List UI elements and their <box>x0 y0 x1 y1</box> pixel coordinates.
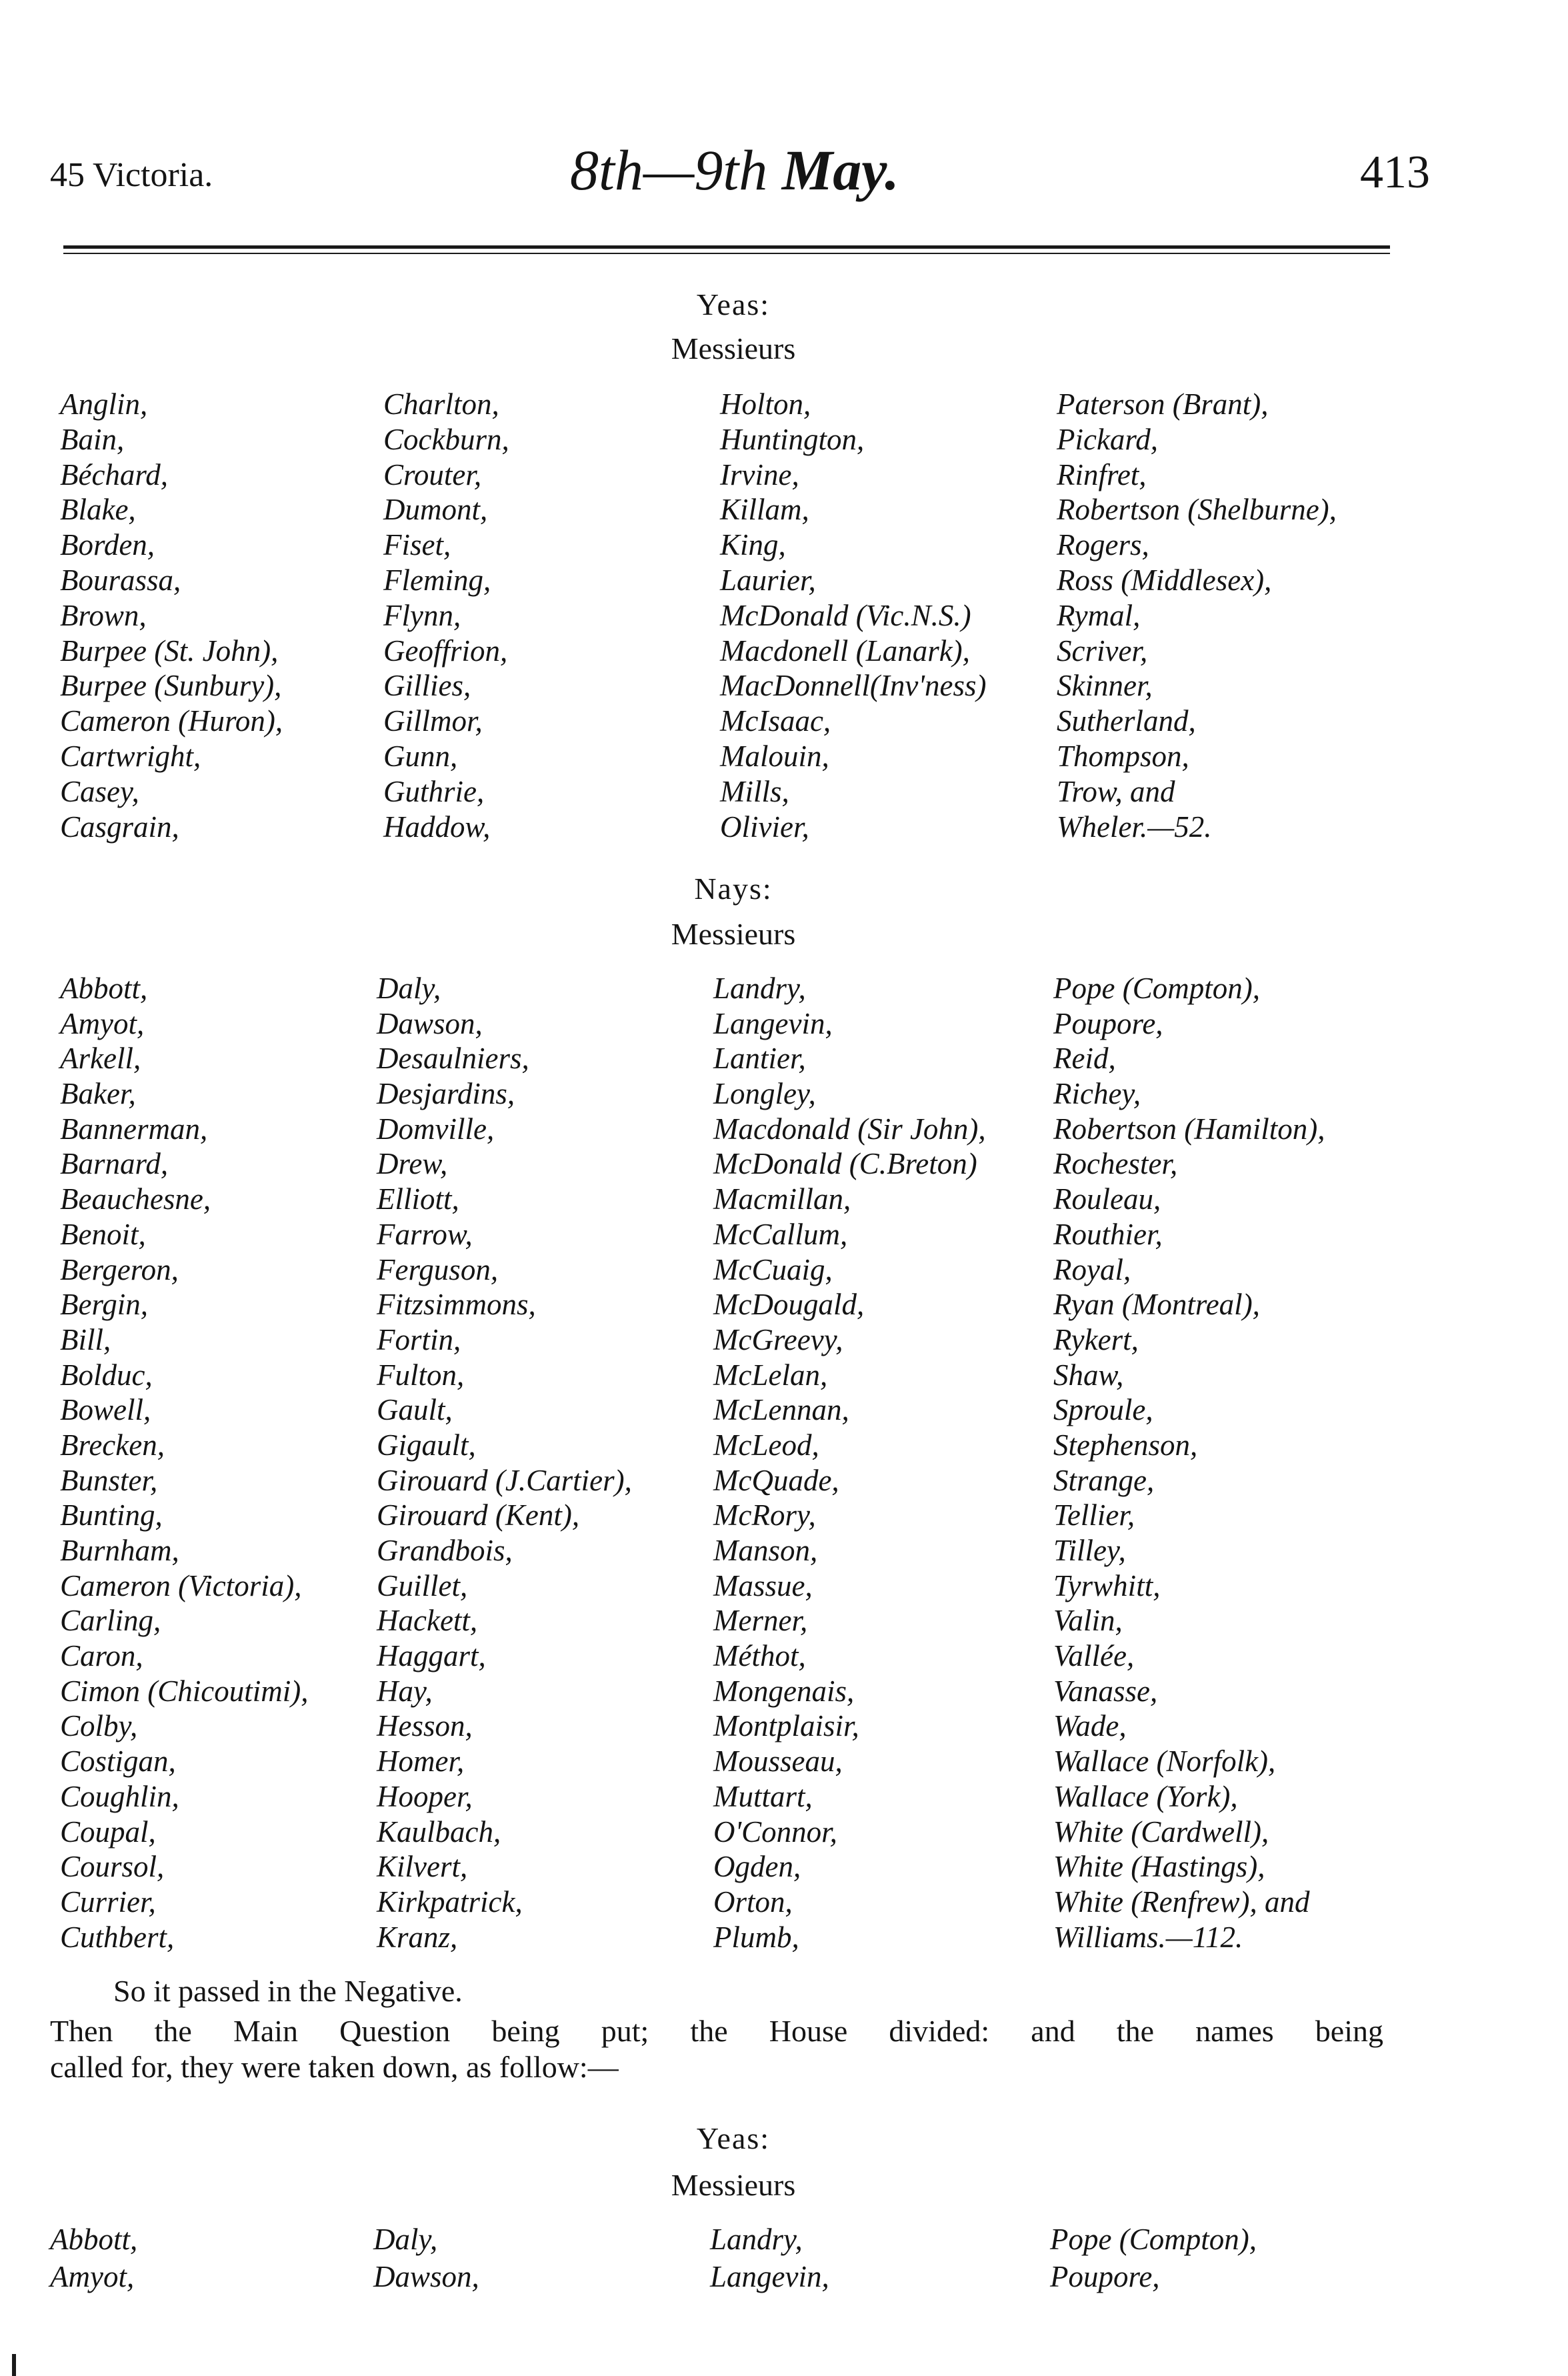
member-name: Merner, <box>713 1604 808 1638</box>
member-name: Fleming, <box>383 563 491 597</box>
member-name: Pickard, <box>1057 422 1159 456</box>
member-name: Pope (Compton), <box>1050 2223 1257 2256</box>
member-name: Haggart, <box>377 1639 486 1673</box>
second-yeas-messieurs: Messieurs <box>671 2168 796 2202</box>
member-name: Mousseau, <box>713 1744 843 1778</box>
member-name: Wheler.—52. <box>1057 810 1212 844</box>
member-name: Huntington, <box>720 422 865 456</box>
member-name: Wallace (York), <box>1053 1779 1238 1813</box>
member-name: Blake, <box>60 493 136 527</box>
nays-column-2 <box>377 971 632 1955</box>
member-name: Gigault, <box>377 1428 476 1462</box>
member-name: Bunster, <box>60 1463 158 1497</box>
member-name: MacDonnell(Inv'ness) <box>720 669 987 703</box>
member-name: Farrow, <box>377 1217 473 1251</box>
member-name: Routhier, <box>1053 1217 1163 1251</box>
member-name: McGreevy, <box>713 1322 843 1356</box>
member-name: Rouleau, <box>1053 1182 1161 1216</box>
member-name: Macmillan, <box>713 1182 851 1216</box>
member-name: Daly, <box>373 2223 438 2256</box>
member-name: Brecken, <box>60 1428 165 1462</box>
member-name: Sproule, <box>1053 1393 1153 1427</box>
member-name: Currier, <box>60 1885 156 1919</box>
member-name: McLeod, <box>713 1428 819 1462</box>
member-name: Carling, <box>60 1604 161 1638</box>
member-name: McLennan, <box>713 1393 849 1427</box>
member-name: Hooper, <box>377 1779 473 1813</box>
page-number: 413 <box>1360 147 1430 198</box>
member-name: Bannerman, <box>60 1112 208 1146</box>
member-name: Coughlin, <box>60 1779 179 1813</box>
member-name: Bill, <box>60 1322 111 1356</box>
member-name: Bolduc, <box>60 1358 153 1392</box>
member-name: Ryan (Montreal), <box>1053 1288 1260 1322</box>
member-name: Brown, <box>60 598 147 632</box>
member-name: Malouin, <box>720 739 829 773</box>
member-name: Domville, <box>377 1112 495 1146</box>
member-name: Fitzsimmons, <box>377 1288 536 1322</box>
member-name: Longley, <box>713 1077 816 1111</box>
member-name: Cameron (Huron), <box>60 704 283 738</box>
member-name: Robertson (Shelburne), <box>1057 493 1337 527</box>
member-name: Abbott, <box>50 2223 138 2256</box>
member-name: Burpee (Sunbury), <box>60 669 282 703</box>
member-name: Skinner, <box>1057 669 1153 703</box>
yeas-column-3 <box>720 387 987 844</box>
member-name: McLelan, <box>713 1358 828 1392</box>
member-name: Geoffrion, <box>383 634 508 668</box>
member-name: King, <box>720 528 786 562</box>
yeas-column-4 <box>1057 387 1337 844</box>
member-name: Charlton, <box>383 387 499 421</box>
member-name: Richey, <box>1053 1077 1141 1111</box>
member-name: Desjardins, <box>377 1077 515 1111</box>
member-name: Bergin, <box>60 1288 149 1322</box>
page-date <box>570 137 899 203</box>
member-name: McRory, <box>713 1498 816 1532</box>
member-name: Fortin, <box>377 1322 461 1356</box>
member-name: Hesson, <box>377 1709 473 1743</box>
member-name: McQuade, <box>713 1463 839 1497</box>
member-name: Baker, <box>60 1077 136 1111</box>
member-name: Grandbois, <box>377 1534 513 1567</box>
main-question-line-2: called for, they were taken down, as follow:— <box>50 2050 619 2084</box>
member-name: Montplaisir, <box>713 1709 859 1743</box>
member-name: Gunn, <box>383 739 458 773</box>
member-name: Mongenais, <box>713 1674 855 1708</box>
member-name: Ogden, <box>713 1850 801 1884</box>
member-name: Guillet, <box>377 1568 468 1602</box>
member-name: Rymal, <box>1057 598 1141 632</box>
member-name: Drew, <box>377 1147 448 1181</box>
header-rule <box>63 245 1390 249</box>
member-name: Dumont, <box>383 493 488 527</box>
member-name: White (Cardwell), <box>1053 1815 1269 1849</box>
member-name: Desaulniers, <box>377 1042 529 1076</box>
member-name: Mills, <box>720 774 789 808</box>
member-name: Vallée, <box>1053 1639 1135 1673</box>
member-name: Bunting, <box>60 1498 163 1532</box>
nays-messieurs: Messieurs <box>671 917 796 951</box>
member-name: Hackett, <box>377 1604 478 1638</box>
member-name: McCallum, <box>713 1217 848 1251</box>
member-name: White (Hastings), <box>1053 1850 1265 1884</box>
member-name: Stephenson, <box>1053 1428 1198 1462</box>
member-name: Macdonald (Sir John), <box>713 1112 986 1146</box>
margin-mark <box>12 2354 16 2376</box>
member-name: Vanasse, <box>1053 1674 1158 1708</box>
member-name: Landry, <box>710 2223 803 2256</box>
member-name: Lantier, <box>713 1042 806 1076</box>
member-name: Haddow, <box>383 810 491 844</box>
member-name: Costigan, <box>60 1744 176 1778</box>
yeas-messieurs: Messieurs <box>671 331 796 365</box>
nays-heading: Nays: <box>694 872 773 906</box>
member-name: Rykert, <box>1053 1322 1139 1356</box>
member-name: Massue, <box>713 1568 813 1602</box>
member-name: Kilvert, <box>377 1850 468 1884</box>
member-name: Cartwright, <box>60 739 201 773</box>
member-name: Méthot, <box>713 1639 806 1673</box>
member-name: Guthrie, <box>383 774 485 808</box>
member-name: Rochester, <box>1053 1147 1178 1181</box>
member-name: Coursol, <box>60 1850 165 1884</box>
member-name: Plumb, <box>713 1920 799 1954</box>
member-name: Burpee (St. John), <box>60 634 279 668</box>
member-name: Holton, <box>720 387 811 421</box>
member-name: Gillmor, <box>383 704 483 738</box>
regnal-year: 45 Victoria. <box>50 156 213 194</box>
member-name: Dawson, <box>373 2260 479 2293</box>
member-name: Bourassa, <box>60 563 181 597</box>
member-name: Arkell, <box>60 1042 141 1076</box>
member-name: Rinfret, <box>1057 457 1147 491</box>
member-name: McCuaig, <box>713 1252 833 1286</box>
second-yeas-column-4 <box>1050 2221 1257 2295</box>
member-name: Amyot, <box>60 1006 145 1040</box>
member-name: Laurier, <box>720 563 816 597</box>
member-name: Rogers, <box>1057 528 1149 562</box>
member-name: Thompson, <box>1057 739 1189 773</box>
member-name: Sutherland, <box>1057 704 1196 738</box>
member-name: Kirkpatrick, <box>377 1885 523 1919</box>
member-name: Tyrwhitt, <box>1053 1568 1161 1602</box>
member-name: Tilley, <box>1053 1534 1126 1567</box>
member-name: Girouard (J.Cartier), <box>377 1463 632 1497</box>
member-name: Manson, <box>713 1534 818 1567</box>
member-name: McDougald, <box>713 1288 865 1322</box>
member-name: Paterson (Brant), <box>1057 387 1269 421</box>
member-name: Homer, <box>377 1744 465 1778</box>
member-name: Langevin, <box>713 1006 833 1040</box>
member-name: Muttart, <box>713 1779 813 1813</box>
member-name: Flynn, <box>383 598 461 632</box>
negative-result: So it passed in the Negative. <box>113 1974 463 2008</box>
yeas-heading: Yeas: <box>696 287 771 321</box>
member-name: Ferguson, <box>377 1252 499 1286</box>
member-name: Fulton, <box>377 1358 465 1392</box>
member-name: Royal, <box>1053 1252 1131 1286</box>
member-name: Cimon (Chicoutimi), <box>60 1674 309 1708</box>
member-name: Trow, and <box>1057 774 1175 808</box>
member-name: Anglin, <box>60 387 148 421</box>
member-name: White (Renfrew), and <box>1053 1885 1310 1919</box>
second-yeas-column-3 <box>710 2221 829 2295</box>
member-name: McDonald (C.Breton) <box>713 1147 977 1181</box>
member-name: Kranz, <box>377 1920 458 1954</box>
member-name: Bowell, <box>60 1393 151 1427</box>
yeas-column-1 <box>60 387 283 844</box>
member-name: Killam, <box>720 493 809 527</box>
member-name: Casgrain, <box>60 810 179 844</box>
member-name: McIsaac, <box>720 704 831 738</box>
member-name: McDonald (Vic.N.S.) <box>720 598 971 632</box>
member-name: Bergeron, <box>60 1252 179 1286</box>
member-name: Daly, <box>377 972 441 1005</box>
member-name: Irvine, <box>720 457 799 491</box>
member-name: Landry, <box>713 972 806 1005</box>
member-name: Wallace (Norfolk), <box>1053 1744 1276 1778</box>
member-name: Fiset, <box>383 528 451 562</box>
nays-column-4 <box>1053 971 1325 1955</box>
member-name: Girouard (Kent), <box>377 1498 580 1532</box>
member-name: Tellier, <box>1053 1498 1135 1532</box>
member-name: Gillies, <box>383 669 471 703</box>
second-yeas-column-1 <box>50 2221 137 2295</box>
member-name: Burnham, <box>60 1534 179 1567</box>
main-question-line-1: Then the Main Question being put; the House divided: and the names being <box>50 2014 1383 2048</box>
member-name: Benoit, <box>60 1217 146 1251</box>
member-name: Bain, <box>60 422 125 456</box>
member-name: Kaulbach, <box>377 1815 501 1849</box>
member-name: Béchard, <box>60 457 169 491</box>
member-name: Borden, <box>60 528 155 562</box>
yeas-column-2 <box>383 387 509 844</box>
member-name: Reid, <box>1053 1042 1116 1076</box>
member-name: Valin, <box>1053 1604 1123 1638</box>
member-name: Cockburn, <box>383 422 509 456</box>
member-name: Caron, <box>60 1639 143 1673</box>
member-name: Elliott, <box>377 1182 459 1216</box>
member-name: Coupal, <box>60 1815 156 1849</box>
member-name: Poupore, <box>1050 2260 1160 2293</box>
member-name: Wade, <box>1053 1709 1127 1743</box>
member-name: Casey, <box>60 774 139 808</box>
member-name: Pope (Compton), <box>1053 972 1260 1005</box>
member-name: Amyot, <box>50 2260 135 2293</box>
member-name: Williams.—112. <box>1053 1920 1243 1954</box>
member-name: Dawson, <box>377 1006 483 1040</box>
member-name: Crouter, <box>383 457 482 491</box>
member-name: Orton, <box>713 1885 793 1919</box>
member-name: Macdonell (Lanark), <box>720 634 970 668</box>
date-month: May. <box>781 138 899 202</box>
member-name: Cuthbert, <box>60 1920 175 1954</box>
member-name: Abbott, <box>60 972 148 1005</box>
member-name: Poupore, <box>1053 1006 1163 1040</box>
member-name: Strange, <box>1053 1463 1155 1497</box>
second-yeas-heading: Yeas: <box>696 2121 771 2155</box>
nays-column-1 <box>60 971 308 1955</box>
member-name: Beauchesne, <box>60 1182 211 1216</box>
member-name: Robertson (Hamilton), <box>1053 1112 1325 1146</box>
member-name: Scriver, <box>1057 634 1148 668</box>
date-range: 8th—9th <box>570 138 768 202</box>
running-head <box>50 137 1430 217</box>
member-name: Shaw, <box>1053 1358 1124 1392</box>
member-name: Ross (Middlesex), <box>1057 563 1272 597</box>
second-yeas-column-2 <box>373 2221 479 2295</box>
member-name: Hay, <box>377 1674 433 1708</box>
member-name: Barnard, <box>60 1147 169 1181</box>
member-name: Cameron (Victoria), <box>60 1568 302 1602</box>
member-name: Olivier, <box>720 810 809 844</box>
member-name: Gault, <box>377 1393 453 1427</box>
member-name: O'Connor, <box>713 1815 837 1849</box>
member-name: Langevin, <box>710 2260 829 2293</box>
member-name: Colby, <box>60 1709 138 1743</box>
nays-column-3 <box>713 971 986 1955</box>
